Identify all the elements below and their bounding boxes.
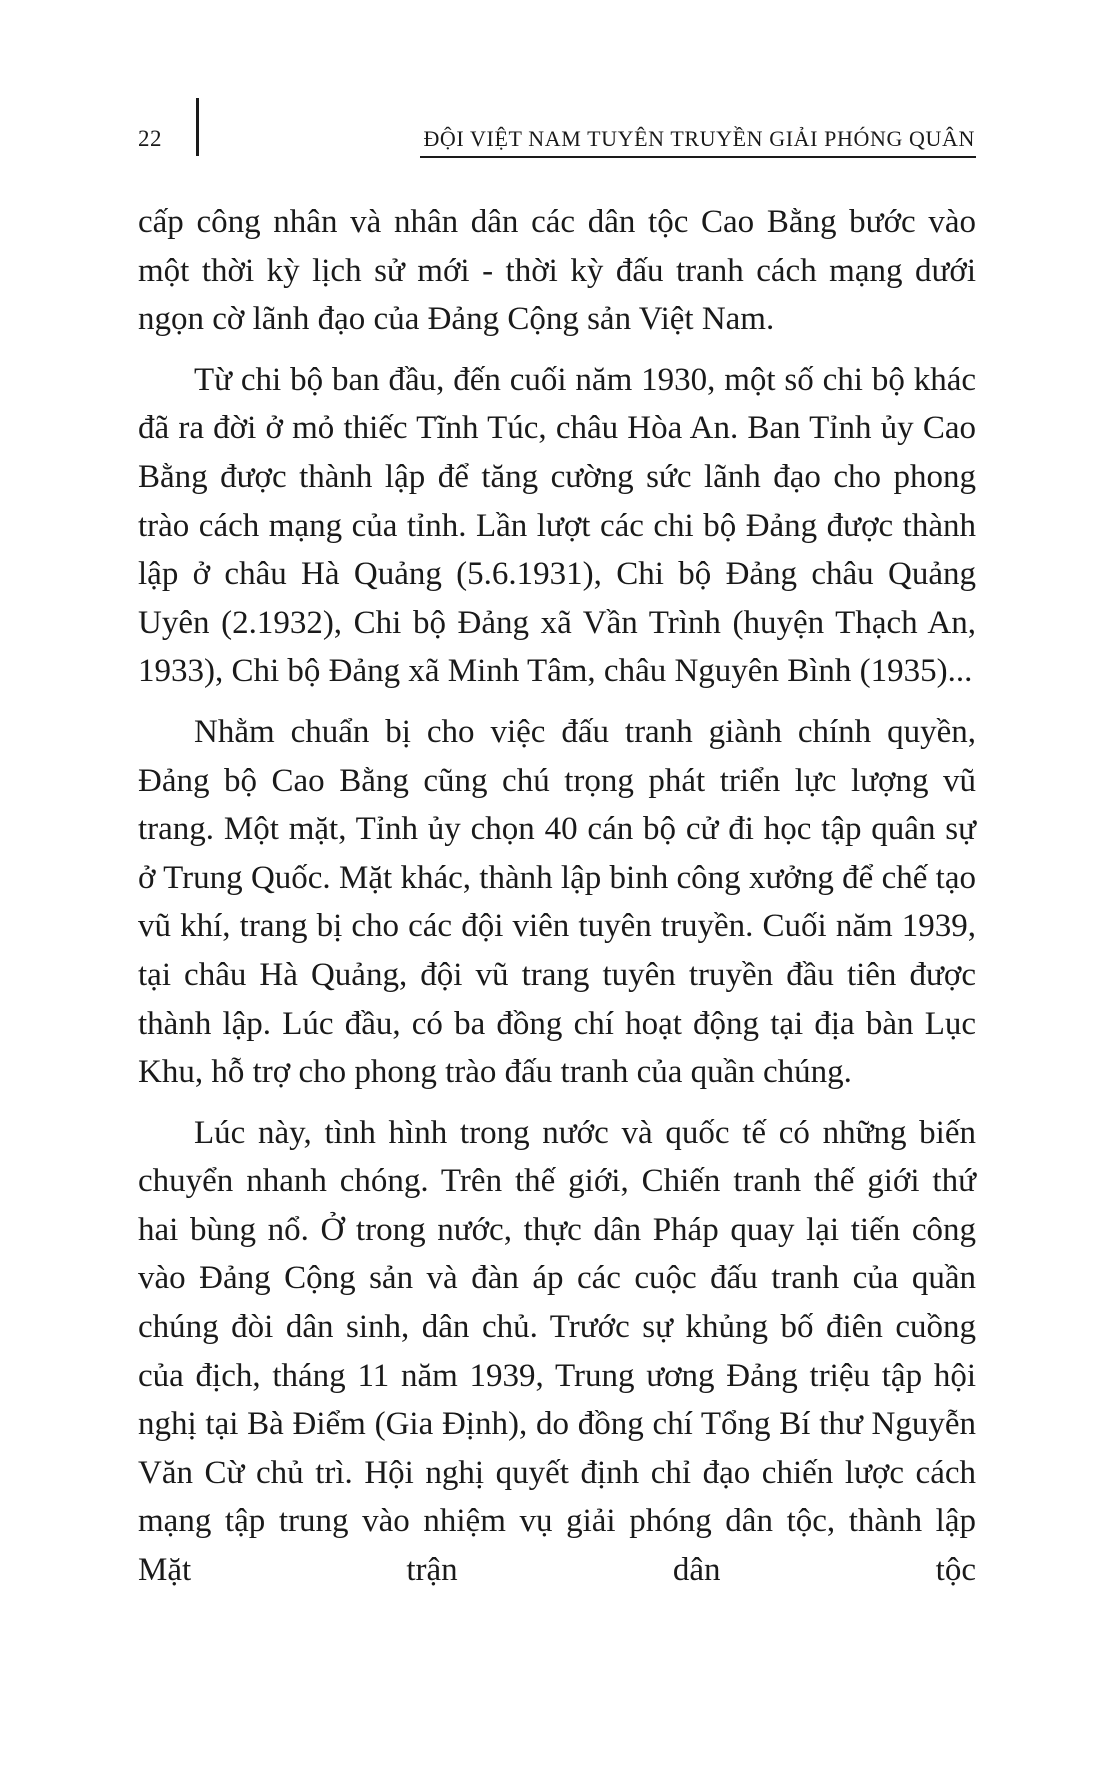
header-underline	[420, 156, 976, 158]
running-title: ĐỘI VIỆT NAM TUYÊN TRUYỀN GIẢI PHÓNG QUÂN	[423, 126, 975, 151]
paragraph-3: Nhằm chuẩn bị cho việc đấu tranh giành chính quyền, Đảng bộ Cao Bằng cũng chú trọng phát triển lực lượng vũ trang. Một mặt, Tỉnh ủy chọn 40 cán bộ cử đi học tập quân sự ở Trung Quốc. Mặt khác, thành lập binh công xưởng để chế tạo vũ khí, trang bị cho các đội viên tuyên truyền. Cuối năm 1939, tại châu Hà Quảng, đội vũ trang tuyên truyền đầu tiên được thành lập. Lúc đầu, có ba đồng chí hoạt động tại địa bàn Lục Khu, hỗ trợ cho phong trào đấu tranh của quần chúng.	[138, 713, 976, 1091]
paragraph-2: Từ chi bộ ban đầu, đến cuối năm 1930, một số chi bộ khác đã ra đời ở mỏ thiếc Tĩnh Túc, châu Hòa An. Ban Tỉnh ủy Cao Bằng được thành lập để tăng cường sức lãnh đạo cho phong trào cách mạng của tỉnh. Lần lượt các chi bộ Đảng được thành lập ở châu Hà Quảng (5.6.1931), Chi bộ Đảng châu Quảng Uyên (2.1932), Chi bộ Đảng xã Vần Trình (huyện Thạch An, 1933), Chi bộ Đảng xã Minh Tâm, châu Nguyên Bình (1935)...	[138, 361, 976, 690]
paragraph-4: Lúc này, tình hình trong nước và quốc tế có những biến chuyển nhanh chóng. Trên thế giới, Chiến tranh thế giới thứ hai bùng nổ. Ở trong nước, thực dân Pháp quay lại tiến công vào Đảng Cộng sản và đàn áp các cuộc đấu tranh của quần chúng đòi dân sinh, dân chủ. Trước sự khủng bố điên cuồng của địch, tháng 11 năm 1939, Trung ương Đảng triệu tập hội nghị tại Bà Điểm (Gia Định), do đồng chí Tổng Bí thư Nguyễn Văn Cừ chủ trì. Hội nghị quyết định chỉ đạo chiến lược cách mạng tập trung vào nhiệm vụ giải phóng dân tộc, thành lập Mặt trận dân tộc	[138, 1114, 976, 1589]
paragraph-1: cấp công nhân và nhân dân các dân tộc Cao Bằng bước vào một thời kỳ lịch sử mới - thời kỳ đấu tranh cách mạng dưới ngọn cờ lãnh đạo của Đảng Cộng sản Việt Nam.	[138, 204, 976, 338]
body-text	[138, 198, 976, 1607]
page-header	[0, 0, 1103, 160]
page-number: 22	[138, 126, 162, 151]
header-vertical-rule	[196, 98, 199, 156]
